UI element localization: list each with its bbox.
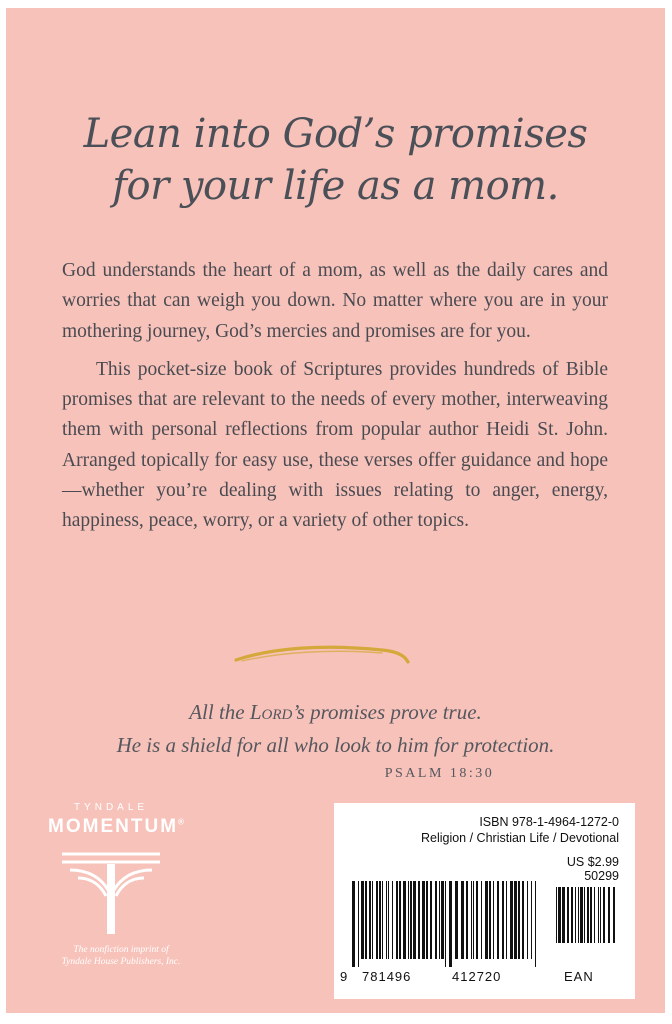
- barcode-bar: [531, 881, 532, 959]
- ean-label: EAN: [564, 969, 594, 984]
- barcode-bar: [449, 881, 452, 967]
- book-back-cover: [6, 8, 665, 1013]
- barcode-bar: [461, 881, 464, 959]
- barcode-main-bars: [352, 881, 540, 967]
- barcode-bar: [365, 881, 367, 959]
- description-paragraph-2: This pocket-size book of Scriptures provides hundreds of Bible promises that are relevant to the needs of every mother, interweaving them with personal reflections from popular author Heidi St. John. Arranged topically for easy use, these verses offer guidance and hope—whether you’re dealing with issues relating to anger, energy, happiness, peace, worry, or a variety of other topics.: [62, 358, 608, 532]
- description: [62, 256, 608, 537]
- publisher-tagline: The nonfiction imprint of Tyndale House Publishers, Inc.: [61, 945, 181, 967]
- barcode-addon-bars: [556, 887, 618, 951]
- barcode-bar: [590, 887, 592, 943]
- barcode-bar: [386, 881, 387, 959]
- headline-line-2: for your life as a mom.: [112, 163, 559, 209]
- scripture-quote: [6, 696, 665, 762]
- barcode-bar: [506, 881, 507, 959]
- barcode-bar: [567, 887, 569, 943]
- barcode-digit-first: 9: [340, 969, 349, 984]
- barcode-bar: [369, 881, 371, 959]
- barcode-bar: [430, 881, 432, 959]
- barcode-digit-group-1: 781496: [362, 969, 412, 984]
- barcode-bar: [594, 887, 595, 943]
- quote-pre: All the: [189, 700, 250, 724]
- barcode-bar: [376, 881, 378, 959]
- barcode-bar: [556, 887, 557, 943]
- barcode-bar: [580, 887, 583, 943]
- barcode-bar: [481, 881, 482, 959]
- barcode-bar: [613, 887, 615, 943]
- barcode-bar: [571, 887, 573, 943]
- barcode-bar: [399, 881, 401, 959]
- barcode-bar: [413, 881, 416, 959]
- barcode-bar: [352, 881, 355, 967]
- barcode-bar: [502, 881, 504, 959]
- barcode-bar: [379, 881, 381, 959]
- gold-swash-divider: [232, 640, 412, 670]
- barcode-bar: [485, 881, 488, 959]
- publisher-logo-block: [36, 802, 226, 982]
- barcode-bar: [408, 881, 409, 959]
- publisher-name-big: MOMENTUM®: [48, 816, 184, 837]
- publisher-name-small: TYNDALE: [73, 802, 149, 813]
- barcode-bar: [575, 887, 576, 943]
- barcode-bar: [578, 887, 579, 943]
- barcode-bar: [473, 881, 474, 959]
- barcode-bar: [493, 881, 494, 959]
- barcode-bar: [388, 881, 389, 959]
- barcode-bar: [600, 887, 601, 943]
- barcode-bar: [372, 881, 373, 959]
- barcode-bar: [518, 881, 520, 959]
- barcode-bar: [562, 887, 565, 943]
- publisher-emblem-icon: [56, 846, 166, 936]
- barcode-bar: [471, 881, 472, 959]
- quote-line-1: [6, 696, 665, 729]
- quote-post: ’s promises prove true.: [292, 700, 482, 724]
- barcode-bar: [435, 881, 437, 959]
- barcode-bar: [441, 881, 444, 959]
- barcode-panel: [334, 803, 635, 999]
- barcode-bar: [466, 881, 468, 959]
- price-text: US $2.99: [566, 855, 619, 869]
- headline: [6, 108, 665, 212]
- barcode-bar: [361, 881, 364, 959]
- barcode-bar: [598, 887, 599, 943]
- isbn-text: ISBN 978-1-4964-1272-0: [479, 815, 619, 829]
- barcode-bar: [558, 887, 561, 943]
- category-text: Religion / Christian Life / Devotional: [420, 831, 619, 845]
- barcode-bar: [603, 887, 605, 943]
- barcode-bar: [522, 881, 524, 959]
- headline-line-1: Lean into God’s promises: [83, 111, 588, 157]
- barcode-bar: [439, 881, 440, 959]
- price-code-text: 50299: [584, 869, 619, 883]
- barcode-bar: [382, 881, 383, 959]
- barcode-bar: [403, 881, 406, 959]
- barcode-bar: [476, 881, 478, 959]
- quote-reference: PSALM 18:30: [384, 766, 495, 781]
- description-paragraph-1: God understands the heart of a mom, as well as the daily cares and worries that can weigh you down. No matter where you are in your mothering journey, God’s mercies and promises are for you.: [62, 260, 608, 342]
- barcode-bar: [455, 881, 458, 959]
- barcode-bar: [396, 881, 398, 959]
- barcode-bar: [422, 881, 425, 959]
- barcode-bar: [527, 881, 528, 959]
- barcode-bar: [497, 881, 499, 959]
- barcode-bar: [358, 881, 359, 967]
- barcode-bar: [445, 881, 446, 967]
- barcode-digit-group-2: 412720: [452, 969, 502, 984]
- barcode-bar: [489, 881, 491, 959]
- barcode-bar: [584, 887, 585, 943]
- quote-lord: Lord: [249, 700, 293, 724]
- barcode-bar: [426, 881, 428, 959]
- barcode-bar: [608, 887, 610, 943]
- barcode-bar: [587, 887, 589, 943]
- barcode-bar: [514, 881, 517, 959]
- barcode-bar: [410, 881, 412, 959]
- barcode-bar: [510, 881, 513, 959]
- barcode-bar: [418, 881, 420, 959]
- barcode-bar: [392, 881, 393, 959]
- barcode-bar: [535, 881, 536, 967]
- quote-line-2: He is a shield for all who look to him for protection.: [116, 733, 555, 757]
